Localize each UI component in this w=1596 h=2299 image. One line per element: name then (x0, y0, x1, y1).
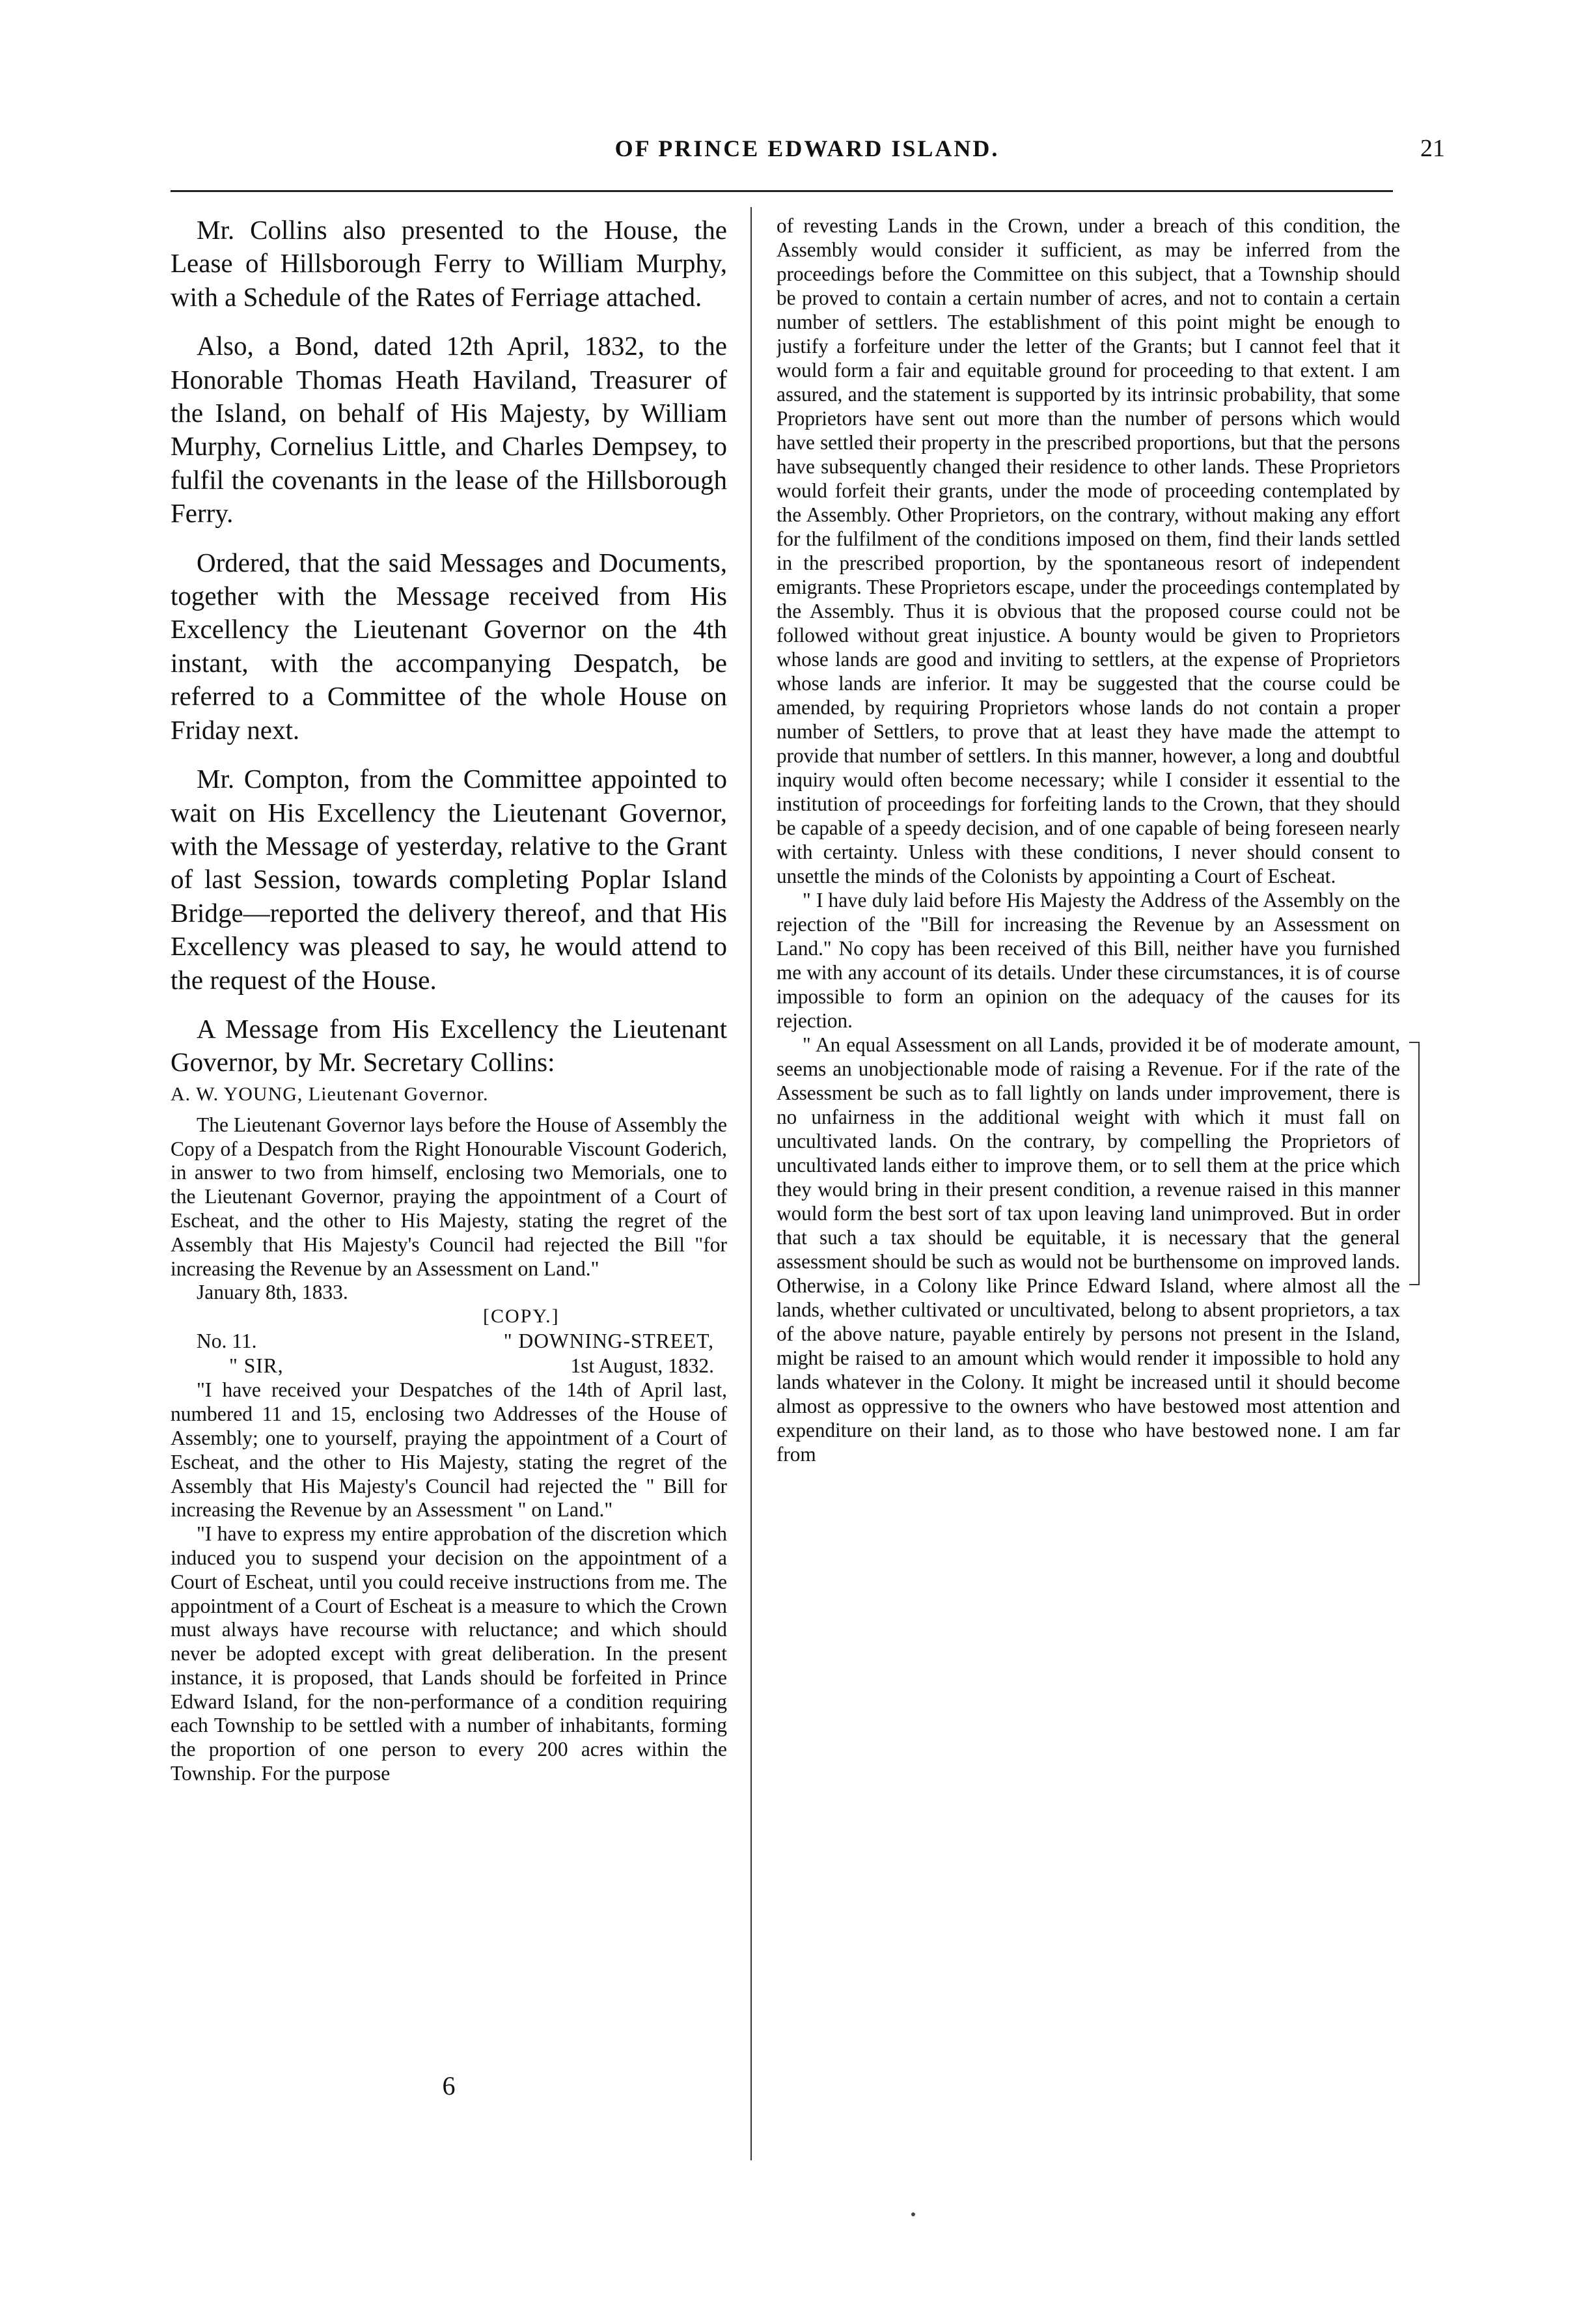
despatch-date: 1st August, 1832. (570, 1354, 714, 1378)
page-number: 21 (1420, 135, 1445, 162)
paragraph-address: " I have duly laid before His Majesty the Address of the Assembly on the rejection of the "Bill for increasing the Revenue by an Assessment on Land." No copy has been received of this Bill, neither have you furnished me with any account of its details. Under these circumstances, it is of course impossible to form an opinion on the adequacy of the causes for its rejection. (777, 889, 1400, 1032)
salutation: " SIR, (229, 1354, 284, 1378)
stray-mark (911, 2212, 915, 2216)
paragraph-bond: Also, a Bond, dated 12th April, 1832, to the Honorable Thomas Heath Haviland, Treasurer of the Island, on behalf of His Majesty, by William Murphy, Cornelius Little, and Charles Dempsey, to fulfil the covenants in the lease of the Hillsborough Ferry. (171, 331, 727, 529)
right-column (777, 214, 1400, 2154)
paragraph-received: "I have received your Despatches of the 14th of April last, numbered 11 and 15, enclosing two Addresses of the House of Assembly; one to yourself, praying the appointment of a Court of Escheat, and the other to His Majesty, stating the regret of the Assembly that His Majesty's Council had rejected the " Bill for increasing the Revenue by an Assessment " on Land." (171, 1378, 727, 1522)
paragraph-ordered: Ordered, that the said Messages and Documents, together with the Message received from His Excellency the Lieutenant Governor on the 4th instant, with the accompanying Despatch, be referred to a Committee of the whole House on Friday next. (171, 547, 727, 745)
despatch-heading-line (171, 1329, 727, 1354)
column-divider (750, 207, 752, 2160)
message-date: January 8th, 1833. (197, 1281, 348, 1304)
paragraph-message: A Message from His Excellency the Lieutenant Governor, by Mr. Secretary Collins: (171, 1013, 727, 1078)
despatch-place: " DOWNING-STREET, (503, 1330, 714, 1353)
despatch-number: No. 11. (197, 1330, 257, 1353)
left-column (171, 214, 727, 2154)
paragraph-approbation: "I have to express my entire approbation of the discretion which induced you to suspend your decision on the appointment of a Court of Escheat, until you could receive instructions from me. The appointment of a Court of Escheat is a measure to which the Crown must always have recourse with reluctance; and which should never be adopted except with great deliberation. In the present instance, it is proposed, that Lands should be forfeited in Prince Edward Island, for the non-performance of a condition requiring each Township to be settled with a number of inhabitants, forming the proportion of one person to every 200 acres within the Township. For the purpose (171, 1522, 727, 1785)
small-type-section (171, 1113, 727, 1786)
header-rule (171, 190, 1393, 192)
paragraph-lease: Mr. Collins also presented to the House, the Lease of Hillsborough Ferry to William Murphy, with a Schedule of the Rates of Ferriage attached. (171, 215, 727, 312)
copy-mark: [COPY.] (483, 1305, 560, 1328)
despatch-salutation-line (171, 1354, 727, 1378)
large-type-section (171, 214, 727, 1080)
signature-mark: 6 (442, 2071, 456, 2100)
paragraph-despatch-intro: The Lieutenant Governor lays before the House of Assembly the Copy of a Despatch from the Right Honourable Viscount Goderich, in answer to two from himself, enclosing two Memorials, one to the Lieutenant Governor, praying the appointment of a Court of Escheat, and the other to His Majesty, stating the regret of the Assembly that His Majesty's Council had rejected the Bill "for increasing the Revenue by an Assessment on Land." (171, 1113, 727, 1280)
paragraph-assessment: " An equal Assessment on all Lands, provided it be of moderate amount, seems an unobjectionable mode of raising a Revenue. For if the rate of the Assessment be such as to fall lightly on lands under improvement, there is no unfairness in the additional weight with which it must fall on uncultivated lands. On the contrary, by compelling the Proprietors of uncultivated lands either to improve them, or to sell them at the price which they would bring in their present condition, a revenue raised in this manner would form the best sort of tax upon leaving land unimproved. But in order that such a tax should be equitable, it is necessary that the general assessment should be such as would not be burthensome on improved lands. Otherwise, in a Colony like Prince Edward Island, where almost all the lands, whether cultivated or uncultivated, belong to absent proprietors, a tax of the above nature, payable entirely by persons not present in the Island, might be raised to an amount which would render it impossible to hold any lands whatever in the Colony. It might be increased until it should become almost as oppressive to the owners who have bestowed most attention and expenditure on their land, as to those who have bestowed none. I am far from (777, 1033, 1400, 1466)
paragraph-compton: Mr. Compton, from the Committee appointed to wait on His Excellency the Lieutenant Governor, with the Message of yesterday, relative to the Grant of last Session, towards completing Poplar Island Bridge—reported the delivery thereof, and that His Excellency was pleased to say, he would attend to the request of the House. (171, 764, 727, 995)
margin-bracket (1409, 1042, 1420, 1285)
running-head (169, 129, 1445, 168)
running-title: OF PRINCE EDWARD ISLAND. (614, 135, 1000, 161)
paragraph-revesting: of revesting Lands in the Crown, under a breach of this condition, the Assembly would consider it sufficient, as may be inferred from the proceedings before the Committee on this subject, that a Township should be proved to contain a certain number of acres, and not to contain a certain number of settlers. The establishment of this point might be enough to justify a forfeiture under the letter of the Grants; but I cannot feel that it would form a fair and equitable ground for proceeding to that extent. I am assured, and the statement is supported by its intrinsic probability, that some Proprietors have sent out more than the number of persons which would have settled their property in the prescribed proportions, but that the persons have subsequently changed their residence to other lands. These Proprietors would forfeit their grants, under the mode of proceeding contemplated by the Assembly. Other Proprietors, on the contrary, without making any effort for the fulfilment of the conditions imposed on them, find their lands settled in the prescribed proportion, by the spontaneous resort of independent emigrants. These Proprietors escape, under the proceedings contemplated by the Assembly. Thus it is obvious that the proposed course could not be followed without great injustice. A bounty would be given to Proprietors whose lands are good and inviting to settlers, at the expense of Proprietors whose lands are inferior. It may be suggested that the course could be amended, by requiring Proprietors whose lands do not contain a proper number of Settlers, to prove that at least they have made the attempt to provide that number of settlers. In this manner, however, a long and doubtful inquiry would often become necessary; while I consider it essential to the institution of proceedings for forfeiting lands to the Crown, that they should be capable of a speedy decision, and of one capable of being foreseen nearly with certainty. Unless with these conditions, I never should consent to unsettle the minds of the Colonists by appointing a Court of Escheat. (777, 214, 1400, 887)
governor-signature: A. W. YOUNG, Lieutenant Governor. (171, 1083, 489, 1105)
